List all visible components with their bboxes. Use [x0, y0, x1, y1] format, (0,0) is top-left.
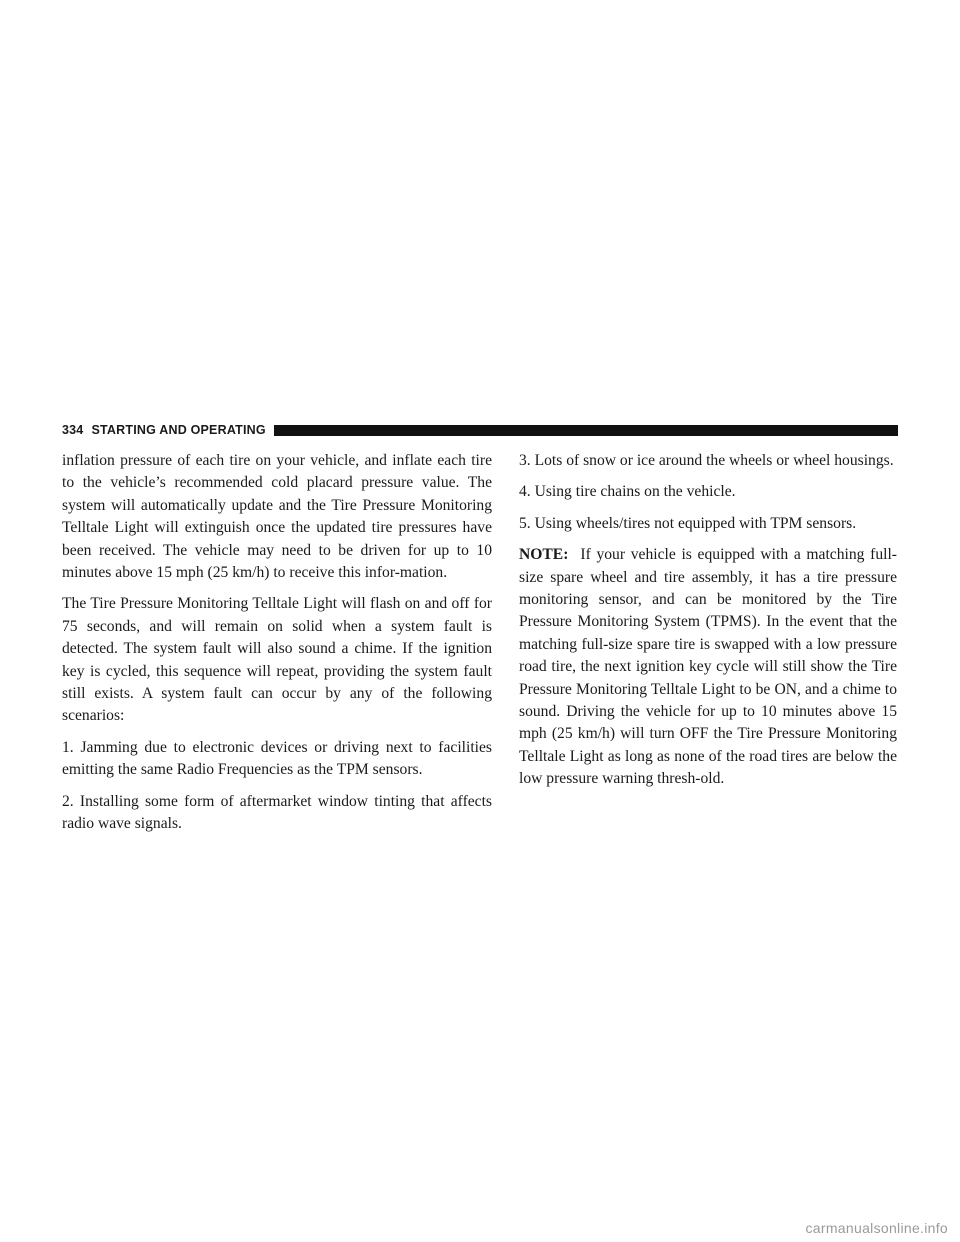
- note-text: If your vehicle is equipped with a matching full-size spare wheel and tire assembly, it has a tire pressure monitoring sensor, and can be monitored by the Tire Pressure Monitoring System (TPMS). In the event that the matching full-size spare tire is swapped with a low pressure road tire, the next ignition key cycle will still show the Tire Pressure Monitoring Telltale Light to be ON, and a chime to sound. Driving the vehicle for up to 10 minutes above 15 mph (25 km/h) will turn OFF the Tire Pressure Monitoring Telltale Light as long as none of the road tires are below the low pressure warning thresh-old.: [519, 546, 897, 788]
- left-column: [62, 450, 492, 845]
- list-item: 3. Lots of snow or ice around the wheels or wheel housings.: [519, 452, 894, 469]
- section-title: STARTING AND OPERATING: [91, 423, 266, 437]
- right-column: [519, 450, 897, 800]
- header-rule: [274, 425, 898, 436]
- paragraph: The Tire Pressure Monitoring Telltale Light will flash on and off for 75 seconds, and will remain on solid when a system fault is detected. The system fault will also sound a chime. If the ignition key is cycled, this sequence will repeat, providing the system fault still exists. A system fault can occur by any of the following scenarios:: [62, 595, 492, 725]
- page-header: [62, 420, 898, 440]
- list-item: 4. Using tire chains on the vehicle.: [519, 483, 736, 501]
- paragraph: inflation pressure of each tire on your vehicle, and inflate each tire to the vehicle’s recommended cold placard pressure value. The system will automatically update and the Tire Pressure Monitoring Telltale Light will extinguish once the updated tire pressures have been received. The vehicle may need to be driven for up to 10 minutes above 15 mph (25 km/h) to receive this infor-mation.: [62, 452, 492, 582]
- footer-watermark: carmanualsonline.info: [805, 1220, 948, 1236]
- note-label: NOTE:: [519, 546, 569, 564]
- note-paragraph: [519, 544, 897, 790]
- list-item: 2. Installing some form of aftermarket window tinting that affects radio wave signals.: [62, 792, 492, 833]
- list-item: 5. Using wheels/tires not equipped with TPM sensors.: [519, 514, 857, 532]
- list-item: 1. Jamming due to electronic devices or driving next to facilities emitting the same Radio Frequencies as the TPM sensors.: [62, 738, 492, 779]
- page-number: 334: [62, 423, 84, 437]
